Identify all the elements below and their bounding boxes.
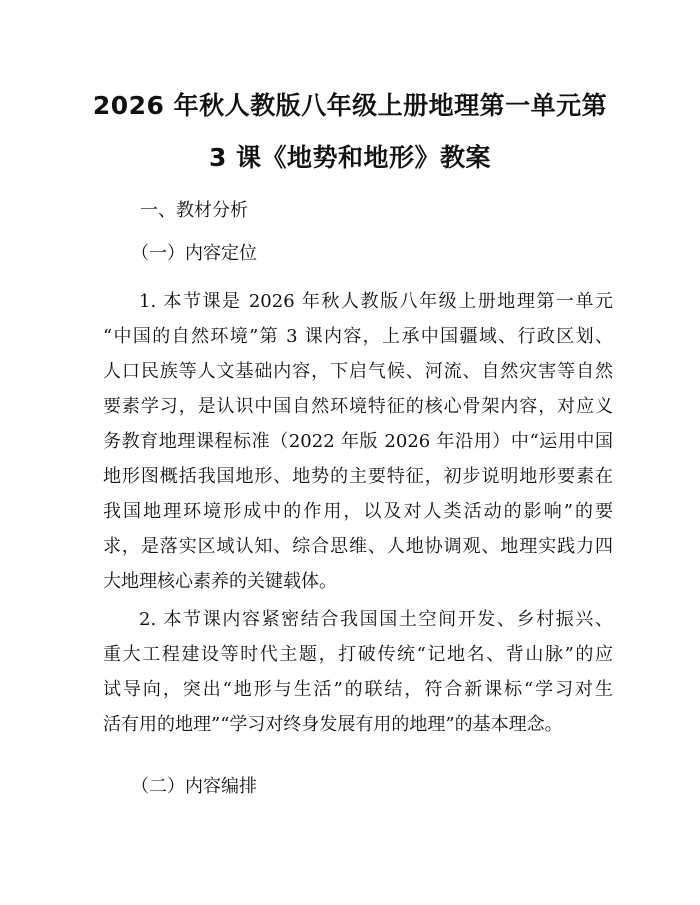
paragraph-line: 人口民族等人文基础内容，下启气候、河流、自然灾害等自然 <box>103 361 613 382</box>
paragraph-line: 地形图概括我国地形、地势的主要特征，初步说明地形要素在 <box>103 466 613 487</box>
paragraph-1 <box>103 284 613 599</box>
paragraph-line: 求，是落实区域认知、综合思维、人地协调观、地理实践力四 <box>103 536 613 557</box>
paragraph-line: 要素学习，是认识中国自然环境特征的核心骨架内容，对应义 <box>103 396 613 417</box>
subsection-heading-content-arrangement: （二）内容编排 <box>131 776 257 797</box>
paragraph-line: 我国地理环境形成中的作用，以及对人类活动的影响”的要 <box>103 501 613 522</box>
document-title-line-2: 3 课《地势和地形》教案 <box>208 143 492 172</box>
document-title-line-1: 2026 年秋人教版八年级上册地理第一单元第 <box>92 91 608 120</box>
paragraph-line: 试导向，突出“地形与生活”的联结，符合新课标“学习对生 <box>103 679 613 700</box>
section-heading-textbook-analysis: 一、教材分析 <box>140 200 248 221</box>
paragraph-2 <box>103 602 613 742</box>
paragraph-line: 活有用的地理”“学习对终身发展有用的地理”的基本理念。 <box>103 714 563 735</box>
paragraph-line: 1. 本节课是 2026 年秋人教版八年级上册地理第一单元 <box>139 291 613 312</box>
paragraph-line: 大地理核心素养的关键载体。 <box>103 571 337 592</box>
paragraph-line: “中国的自然环境”第 3 课内容，上承中国疆域、行政区划、 <box>103 326 613 347</box>
subsection-heading-content-positioning: （一）内容定位 <box>131 243 257 264</box>
paragraph-line: 务教育地理课程标准（2022 年版 2026 年沿用）中“运用中国 <box>103 431 613 452</box>
paragraph-line: 2. 本节课内容紧密结合我国国土空间开发、乡村振兴、 <box>139 609 613 630</box>
paragraph-line: 重大工程建设等时代主题，打破传统“记地名、背山脉”的应 <box>103 644 613 665</box>
